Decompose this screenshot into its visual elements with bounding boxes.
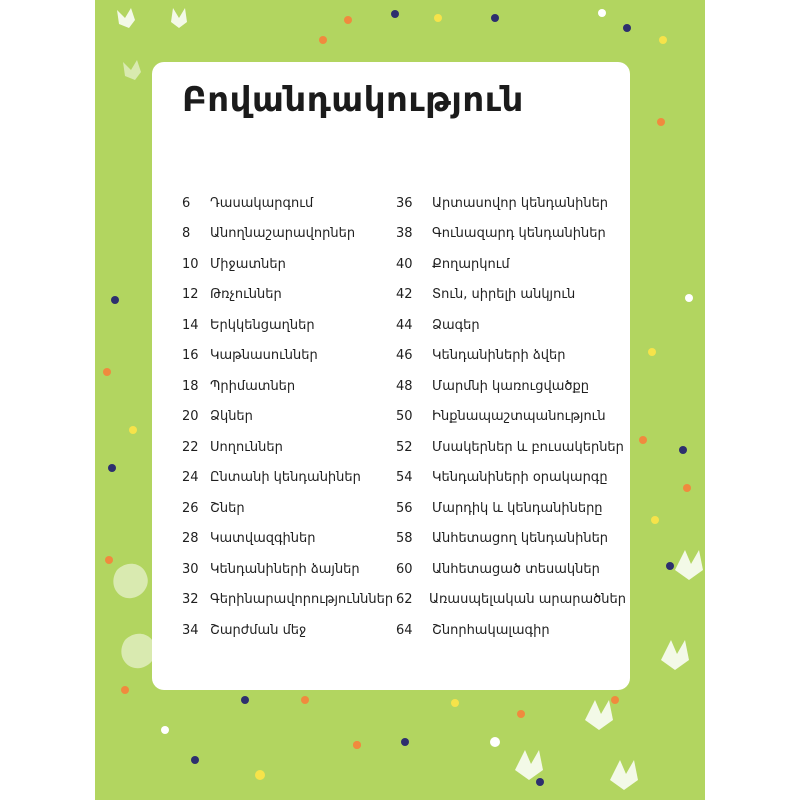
toc-page-number: 52: [396, 439, 413, 455]
toc-page-number: 64: [396, 622, 413, 638]
toc-entry-title: Անողնաշարավորներ: [210, 226, 356, 242]
toc-entry-title: Կատվազգիներ: [210, 531, 316, 547]
toc-entry: [396, 249, 626, 280]
toc-page-number: 58: [396, 531, 413, 547]
toc-page-number: 20: [182, 409, 199, 425]
toc-page-number: 38: [396, 226, 413, 242]
toc-entry-title: Կաթնասուններ: [210, 348, 318, 364]
toc-entry: [182, 585, 402, 616]
toc-entry: [396, 402, 626, 433]
toc-page-number: 34: [182, 622, 199, 638]
toc-entry: [396, 554, 626, 585]
toc-page-number: 48: [396, 378, 413, 394]
toc-entry-title: Գերինարավորությունններ: [210, 592, 394, 608]
toc-entry: [396, 463, 626, 494]
toc-entry-title: Քողարկում: [432, 256, 510, 272]
toc-entry: [396, 310, 626, 341]
toc-entry: [182, 219, 402, 250]
toc-entry-title: Ընտանի կենդանիներ: [210, 470, 361, 486]
toc-entry-title: Շներ: [210, 500, 245, 516]
toc-entry: [182, 249, 402, 280]
toc-entry: [396, 371, 626, 402]
toc-entry: [396, 615, 626, 646]
toc-entry-title: Պրիմատներ: [210, 378, 296, 394]
toc-entry: [182, 524, 402, 555]
toc-page-number: 16: [182, 348, 199, 364]
toc-entry: [182, 432, 402, 463]
toc-entry-title: Անհետացող կենդանիներ: [432, 531, 609, 547]
toc-entry: [396, 524, 626, 555]
toc-entry-title: Կենդանիների ձվեր: [432, 348, 566, 364]
toc-entry-title: Գունազարդ կենդանիներ: [432, 226, 606, 242]
toc-page-number: 24: [182, 470, 199, 486]
toc-entry: [182, 371, 402, 402]
toc-page-number: 22: [182, 439, 199, 455]
toc-entry: [396, 493, 626, 524]
toc-entry: [182, 341, 402, 372]
toc-entry: [396, 585, 626, 616]
toc-page-number: 18: [182, 378, 199, 394]
toc-page-number: 8: [182, 226, 191, 242]
toc-page-number: 44: [396, 317, 413, 333]
toc-page-number: 50: [396, 409, 413, 425]
toc-entry-title: Արտասովոր կենդանիներ: [432, 195, 609, 211]
toc-entry-title: Միջատներ: [210, 256, 286, 272]
table-of-contents-card: [152, 62, 630, 690]
toc-entry-title: Ձկներ: [210, 409, 253, 425]
toc-entry: [396, 341, 626, 372]
toc-page-number: 36: [396, 195, 413, 211]
toc-page-number: 26: [182, 500, 199, 516]
toc-page-number: 56: [396, 500, 413, 516]
toc-page-number: 40: [396, 256, 413, 272]
toc-entry-title: Սողուններ: [210, 439, 283, 455]
toc-page-number: 54: [396, 470, 413, 486]
toc-entry-title: Շնորհակալագիր: [432, 622, 550, 638]
toc-page-number: 32: [182, 592, 199, 608]
toc-entry-title: Մսակերներ և բուսակերներ: [432, 439, 624, 455]
toc-entry-title: Շարժման մեջ: [210, 622, 307, 638]
toc-column-left: [182, 188, 402, 646]
toc-entry-title: Երկկենցաղներ: [210, 317, 315, 333]
toc-column-right: [396, 188, 626, 646]
toc-entry-title: Մարդիկ և կենդանիները: [432, 500, 603, 516]
toc-entry-title: Թռչուններ: [210, 287, 282, 303]
toc-entry-title: Տուն, սիրելի անկյուն: [432, 287, 576, 303]
page-title: Բովանդակություն: [182, 80, 524, 120]
toc-entry: [396, 188, 626, 219]
toc-page-number: 14: [182, 317, 199, 333]
toc-page-number: 62: [396, 592, 413, 608]
toc-page-number: 46: [396, 348, 413, 364]
toc-entry-title: Կենդանիների օրակարգը: [432, 470, 608, 486]
toc-entry: [182, 493, 402, 524]
toc-entry-title: Ինքնապաշտպանություն: [432, 409, 606, 425]
toc-entry-title: Անհետացած տեսակներ: [432, 561, 600, 577]
green-dotted-background: [95, 0, 705, 800]
toc-entry: [182, 280, 402, 311]
toc-page-number: 6: [182, 195, 191, 211]
toc-entry-title: Ձագեր: [432, 317, 480, 333]
toc-entry: [396, 432, 626, 463]
toc-entry: [182, 402, 402, 433]
toc-entry-title: Կենդանիների ձայներ: [210, 561, 360, 577]
toc-entry-title: Առասպելական արարածներ: [429, 592, 626, 608]
toc-entry: [182, 310, 402, 341]
toc-entry-title: Դասակարգում: [210, 195, 314, 211]
toc-entry: [182, 188, 402, 219]
toc-entry: [182, 615, 402, 646]
toc-page-number: 30: [182, 561, 199, 577]
toc-entry-title: Մարմնի կառուցվածքը: [432, 378, 590, 394]
toc-entry: [182, 554, 402, 585]
toc-page-number: 60: [396, 561, 413, 577]
toc-page-number: 42: [396, 287, 413, 303]
toc-page-number: 12: [182, 287, 199, 303]
toc-entry: [396, 219, 626, 250]
toc-entry: [396, 280, 626, 311]
toc-entry: [182, 463, 402, 494]
toc-page-number: 10: [182, 256, 199, 272]
toc-page-number: 28: [182, 531, 199, 547]
